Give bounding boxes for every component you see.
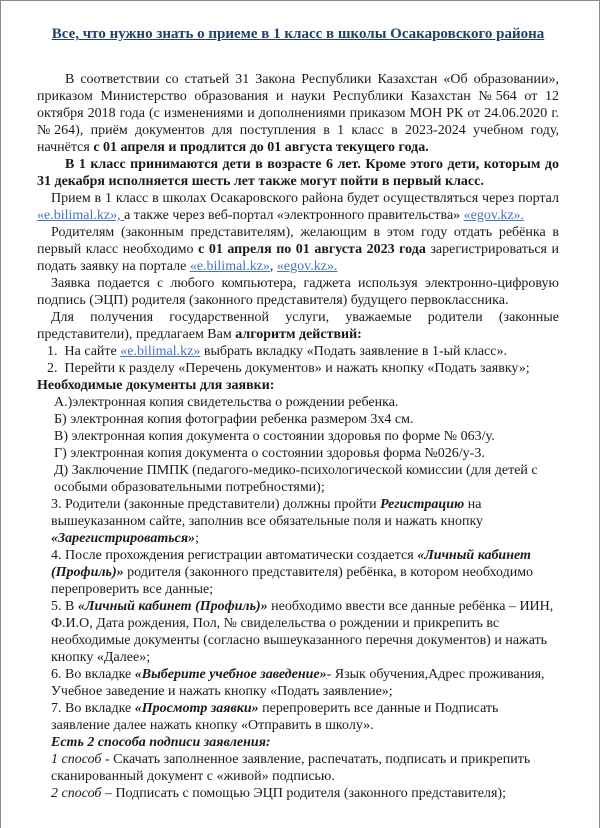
text-run: 7. Во вкладке (51, 701, 135, 716)
text-run: «Зарегистрироваться» (51, 531, 196, 546)
text-run: 1. На сайте (47, 344, 121, 359)
text-run: В) электронная копия документа о состоянии здоровья по форме № 063/у. (54, 429, 495, 444)
text-run: алгоритм действий: (235, 327, 362, 342)
text-run: ; (195, 531, 199, 546)
text-run: «Личный кабинет (Профиль)» (77, 599, 268, 614)
hyperlink[interactable]: «e.bilimal.kz» (189, 259, 270, 274)
document-body (37, 71, 559, 802)
text-run: а также через веб-портал «электронного правительства» (124, 208, 464, 223)
hyperlink[interactable]: «egov.kz». (276, 259, 338, 274)
text-run: зарегистрироваться и подать заявку на портале (37, 242, 560, 274)
hyperlink[interactable]: «egov.kz». (463, 208, 525, 223)
text-run: 2. Перейти к разделу «Перечень документов» и нажать кнопку «Подать заявку»; (47, 361, 530, 376)
text-run: Для получения государственной услуги, уважаемые родители (законные представители), предлагаем Вам (37, 310, 559, 342)
text-run: 5. В (51, 599, 78, 614)
method-1 (51, 751, 559, 785)
text-run: Необходимые документы для заявки: (37, 378, 275, 393)
text-run: - Скачать заполненное заявление, распечатать, подписать и прикрепить сканированный документ с «живой» подписью. (51, 752, 531, 784)
text-run: Заявка подается с любого компьютера, гаджета используя электронно-цифровую подпись (ЭЦП) родителя (законного представителя) будущего первоклассника. (37, 276, 559, 308)
paragraph-parents (37, 224, 559, 275)
text-run: перепроверить все данные и Подписать заявление далее нажать кнопку «Отправить в школу». (51, 701, 499, 733)
text-run: необходимо ввести все данные ребёнка – ИИН, Ф.И.О, Дата рождения, Пол, № свиделельства о рождении и прикрепить вс необходимые документы (согласно вышеуказанного перечня документов) и нажать кнопку «Далее»; (51, 599, 554, 665)
list-item-4 (51, 547, 559, 598)
text-run: В 1 класс принимаются дети в возрасте 6 лет. Кроме этого дети, которым до 31 декабря исполняется шесть лет также могут пойти в первый класс. (37, 157, 559, 189)
doc-item-d (54, 462, 559, 496)
hyperlink[interactable]: «e.bilimal.kz» (120, 344, 201, 359)
text-run: «Выберите учебное заведение» (134, 667, 327, 682)
list-item-2 (47, 360, 559, 377)
text-run: Регистрацию (380, 497, 465, 512)
text-run: Б) электронная копия фотографии ребенка размером 3х4 см. (54, 412, 414, 427)
text-run: 2 способ (51, 786, 102, 801)
doc-item-g (54, 445, 559, 462)
method-2 (51, 785, 559, 802)
text-run: 1 способ (51, 752, 102, 767)
text-run: – Подписать с помощью ЭЦП родителя (законного представителя); (101, 786, 506, 801)
text-run: В соответствии со статьей 31 Закона Республики Казахстан «Об образовании», приказом Министерство образования и науки Республики Казахстан №564 от 12 октября 2018 года (с изменениями и дополнениями приказом МОН РК от 24.06.2020 г. №264), приём документов для поступления в 1 класс в 2023-2024 учебном году, начнётся (37, 72, 559, 155)
list-item-5 (51, 598, 559, 666)
text-run: - Язык обучения,Адрес проживания, Учебное заведение и нажать кнопку «Подать заявление»; (51, 667, 545, 699)
paragraph-algorithm (37, 309, 559, 343)
paragraph-application (37, 275, 559, 309)
paragraph-portal (37, 190, 559, 224)
text-run: Прием в 1 класс в школах Осакаровского района будет осуществляться через портал (51, 191, 559, 206)
text-run: А.)электронная копия свидетельства о рождении ребенка. (54, 395, 399, 410)
heading-sign-methods (51, 734, 559, 751)
text-run: «Просмотр заявки» (134, 701, 259, 716)
doc-item-v (54, 428, 559, 445)
text-run: Родителям (законным представителям), желающим в этом году отдать ребёнка в первый класс необходимо (37, 225, 559, 257)
text-run: на вышеуказанном сайте, заполнив все обязательные поля и нажать кнопку (51, 497, 484, 529)
list-item-6 (51, 666, 559, 700)
heading-required-docs (37, 377, 559, 394)
list-item-7 (51, 700, 559, 734)
list-item-3 (51, 496, 559, 547)
text-run: Г) электронная копия документа о состоянии здоровья форма №026/у-3. (54, 446, 485, 461)
page-title: Все, что нужно знать о приеме в 1 класс в школы Осакаровского района (51, 26, 545, 42)
text-run: 4. После прохождения регистрации автоматически создается (51, 548, 418, 563)
text-run: выбрать вкладку «Подать заявление в 1-ый класс». (200, 344, 507, 359)
text-run: с 01 апреля по 01 августа 2023 года (198, 242, 431, 257)
text-run: родителя (законного представителя) ребёнка, в котором необходимо перепроверить все данные; (51, 565, 534, 597)
text-run: Есть 2 способа подписи заявления: (51, 735, 271, 750)
text-run: «Личный кабинет (Профиль)» (51, 548, 531, 580)
text-run: с 01 апреля и продлится до 01 августа текущего года. (93, 140, 429, 155)
paragraph-intro (37, 71, 559, 156)
doc-item-b (54, 411, 559, 428)
text-run: Д) Заключение ПМПК (педагого-медико-психологической комиссии (для детей с особыми образовательными потребностями); (54, 463, 538, 495)
paragraph-age (37, 156, 559, 190)
text-run: 3. Родители (законные представители) должны пройти (51, 497, 381, 512)
text-run: 6. Во вкладке (51, 667, 135, 682)
list-item-1 (47, 343, 559, 360)
doc-item-a (54, 394, 559, 411)
text-run: , (269, 259, 277, 274)
hyperlink[interactable]: «e.bilimal.kz», (37, 208, 125, 223)
